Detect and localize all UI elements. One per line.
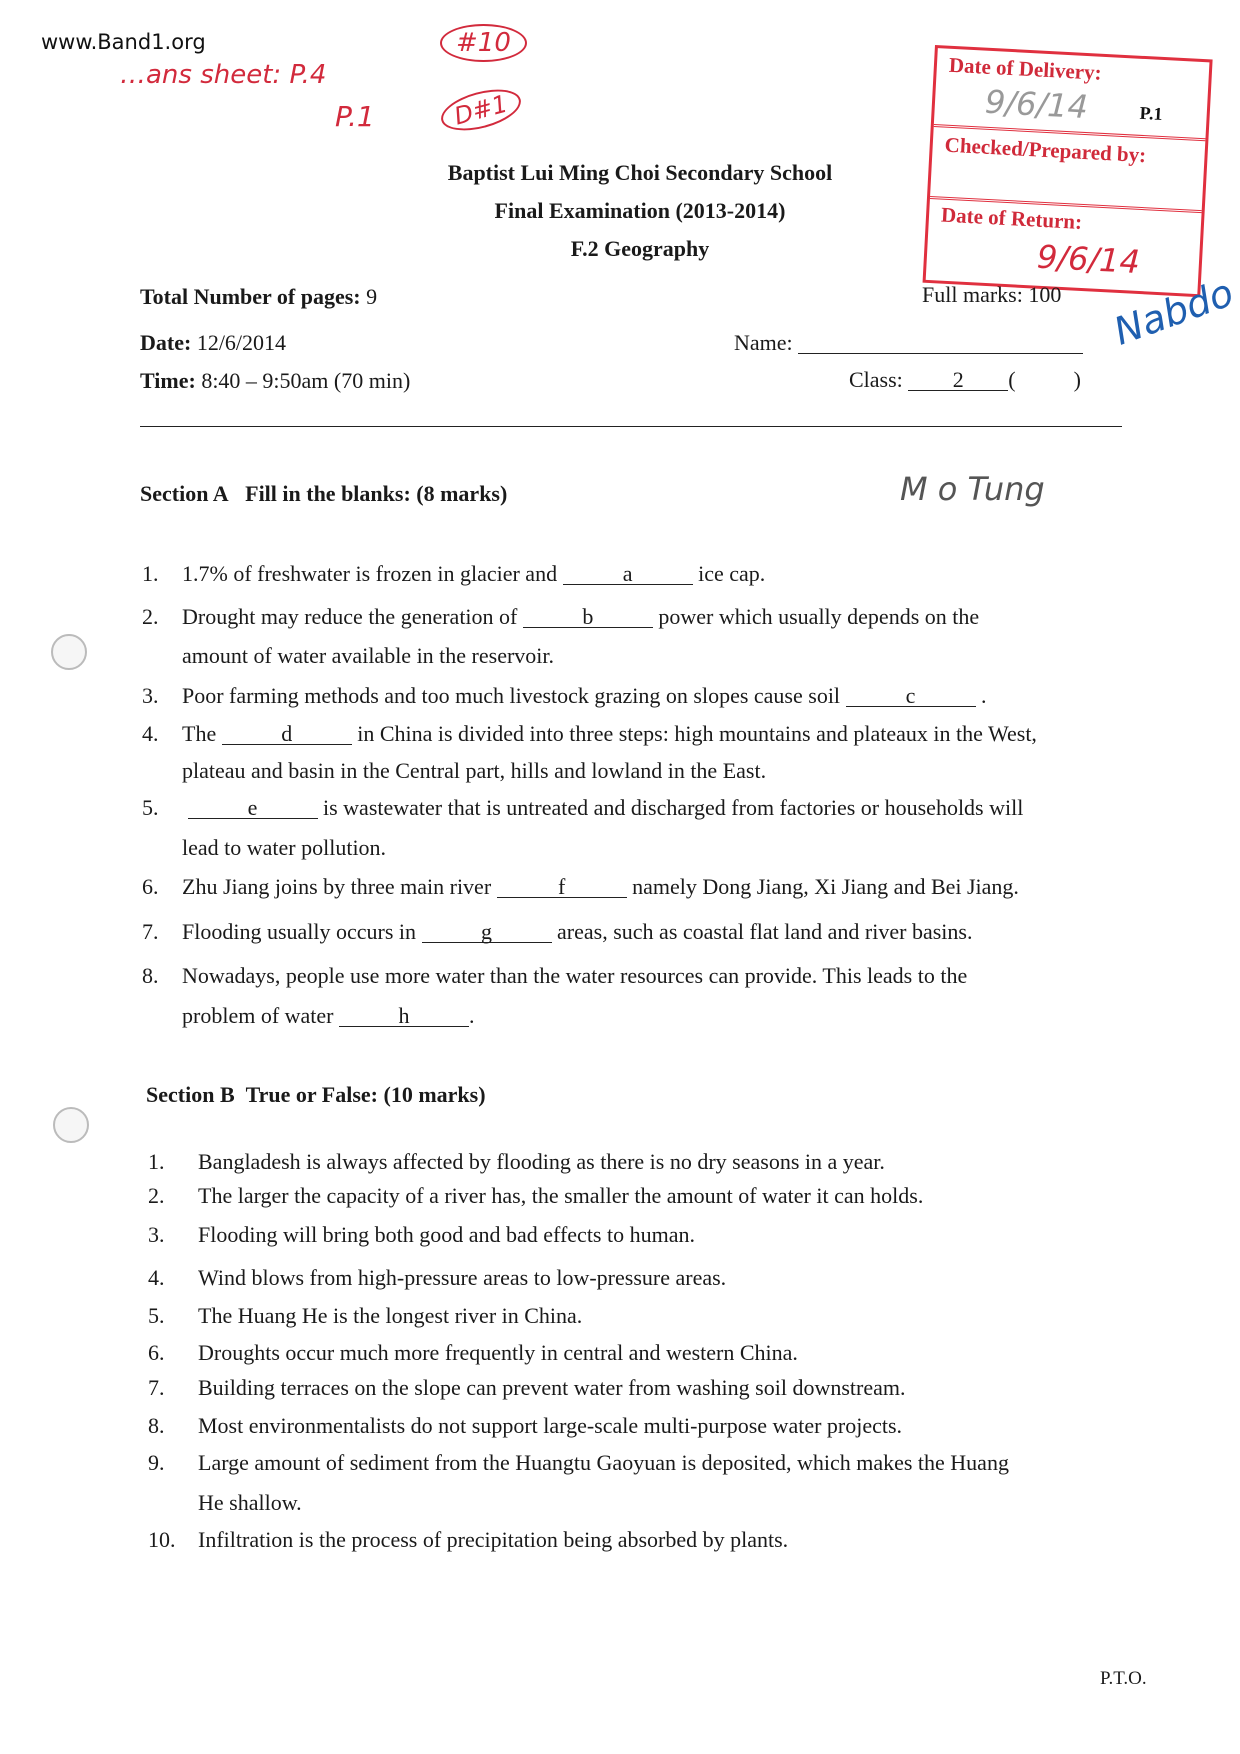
signature: Nabdo <box>1108 270 1240 354</box>
question-number: 5. <box>142 795 159 820</box>
question-number: 1. <box>142 561 159 586</box>
question-continuation: problem of water h . <box>182 1003 475 1028</box>
fill-blank-question <box>142 795 1023 821</box>
question-number: 3. <box>142 683 159 708</box>
question-number: 10. <box>148 1527 176 1552</box>
answer-blank[interactable]: h <box>339 1006 469 1027</box>
answer-blank[interactable]: d <box>222 724 352 745</box>
total-pages: Total Number of pages: 9 <box>140 284 378 309</box>
handwritten-circle-note: D#1 <box>437 82 525 138</box>
question-continuation: He shallow. <box>198 1490 302 1515</box>
fill-blank-question <box>142 963 967 989</box>
fill-blank-question <box>142 561 765 587</box>
question-text: Wind blows from high-pressure areas to low-pressure areas. <box>198 1265 727 1290</box>
question-text: The larger the capacity of a river has, the smaller the amount of water it can holds. <box>198 1183 924 1208</box>
question-text: in China is divided into three steps: high mountains and plateaux in the West, <box>357 721 1037 746</box>
subject-title: F.2 Geography <box>570 236 710 261</box>
question-text: Nowadays, people use more water than the water resources can provide. This leads to the <box>182 963 968 988</box>
question-text: 1.7% of freshwater is frozen in glacier and <box>182 561 558 586</box>
stamp-delivery-label: Date of Delivery: <box>948 52 1103 85</box>
exam-time: Time: 8:40 – 9:50am (70 min) <box>140 368 411 393</box>
page-turn-note: P.T.O. <box>1100 1668 1147 1689</box>
true-false-question <box>148 1375 905 1401</box>
section-a-heading: Section A Fill in the blanks: (8 marks) <box>140 481 508 506</box>
question-text: Large amount of sediment from the Huangtu Gaoyuan is deposited, which makes the Huang <box>198 1450 1009 1475</box>
question-number: 6. <box>142 874 159 899</box>
question-text: ice cap. <box>698 561 766 586</box>
true-false-question <box>148 1149 885 1175</box>
full-marks: Full marks: 100 <box>922 282 1062 307</box>
stamp-delivery-value: 9/6/14 <box>984 82 1089 127</box>
answer-blank[interactable]: f <box>497 877 627 898</box>
answer-blank[interactable]: e <box>188 798 318 819</box>
question-number: 2. <box>148 1183 165 1208</box>
question-text: namely Dong Jiang, Xi Jiang and Bei Jiang. <box>632 874 1019 899</box>
handwritten-note: …ans sheet: P.4 <box>120 60 327 90</box>
question-continuation: plateau and basin in the Central part, hills and lowland in the East. <box>182 758 767 783</box>
punch-hole <box>51 634 87 670</box>
fill-blank-question <box>142 874 1019 900</box>
question-number: 6. <box>148 1340 165 1365</box>
question-text: Building terraces on the slope can prevent water from washing soil downstream. <box>198 1375 906 1400</box>
question-text: Most environmentalists do not support large-scale multi-purpose water projects. <box>198 1413 903 1438</box>
fill-blank-question <box>142 721 1037 747</box>
handwritten-student-name: M o Tung <box>900 470 1045 508</box>
question-number: 8. <box>142 963 159 988</box>
true-false-question <box>148 1222 695 1248</box>
answer-blank[interactable]: g <box>422 922 552 943</box>
name-field[interactable]: Name: <box>734 330 1083 356</box>
question-text: Poor farming methods and too much livestock grazing on slopes cause soil <box>182 683 841 708</box>
question-text: Zhu Jiang joins by three main river <box>182 874 492 899</box>
question-text: is wastewater that is untreated and discharged from factories or households will <box>323 795 1024 820</box>
question-number: 3. <box>148 1222 165 1247</box>
punch-hole <box>53 1107 89 1143</box>
question-continuation: lead to water pollution. <box>182 835 387 860</box>
stamp-return-value: 9/6/14 <box>1036 237 1141 281</box>
question-number: 7. <box>148 1375 165 1400</box>
question-text: Infiltration is the process of precipitation being absorbed by plants. <box>198 1527 789 1552</box>
true-false-question <box>148 1183 923 1209</box>
true-false-question <box>148 1265 726 1291</box>
exam-date: Date: 12/6/2014 <box>140 330 287 355</box>
question-text: areas, such as coastal flat land and river basins. <box>557 919 973 944</box>
exam-title: Final Examination (2013-2014) <box>494 198 786 223</box>
question-number: 8. <box>148 1413 165 1438</box>
answer-blank[interactable]: c <box>846 686 976 707</box>
true-false-question <box>148 1450 1009 1476</box>
header-divider <box>140 426 1122 427</box>
fill-blank-question <box>142 919 972 945</box>
question-number: 4. <box>142 721 159 746</box>
question-number: 9. <box>148 1450 165 1475</box>
true-false-question <box>148 1527 788 1553</box>
school-name: Baptist Lui Ming Choi Secondary School <box>447 160 833 185</box>
question-text: Flooding will bring both good and bad effects to human. <box>198 1222 695 1247</box>
question-number: 2. <box>142 604 159 629</box>
answer-blank[interactable]: a <box>563 564 693 585</box>
question-text: The Huang He is the longest river in China. <box>198 1303 583 1328</box>
true-false-question <box>148 1340 798 1366</box>
question-number: 5. <box>148 1303 165 1328</box>
question-number: 4. <box>148 1265 165 1290</box>
true-false-question <box>148 1413 902 1439</box>
fill-blank-question <box>142 604 979 630</box>
question-text: Flooding usually occurs in <box>182 919 417 944</box>
class-field[interactable]: Class: 2 ( ) <box>849 367 1081 392</box>
question-text: . <box>981 683 987 708</box>
section-b-heading: Section B True or False: (10 marks) <box>146 1082 486 1107</box>
handwritten-circle-note: #10 <box>440 24 527 62</box>
handwritten-note: P.1 <box>335 100 375 133</box>
question-text: The <box>182 721 217 746</box>
stamp-checked-label: Checked/Prepared by: <box>944 132 1147 168</box>
question-text: power which usually depends on the <box>658 604 980 629</box>
question-number: 7. <box>142 919 159 944</box>
page-marker: P.1 <box>1139 102 1164 124</box>
stamp-return-label: Date of Return: <box>940 202 1083 234</box>
question-continuation: amount of water available in the reservoir. <box>182 643 555 668</box>
fill-blank-question <box>142 683 987 709</box>
watermark: www.Band1.org <box>41 30 206 54</box>
answer-blank[interactable]: b <box>523 607 653 628</box>
true-false-question <box>148 1303 582 1329</box>
question-text: Droughts occur much more frequently in central and western China. <box>198 1340 798 1365</box>
question-text: Drought may reduce the generation of <box>182 604 518 629</box>
question-number: 1. <box>148 1149 165 1174</box>
question-text: Bangladesh is always affected by flooding as there is no dry seasons in a year. <box>198 1149 885 1174</box>
